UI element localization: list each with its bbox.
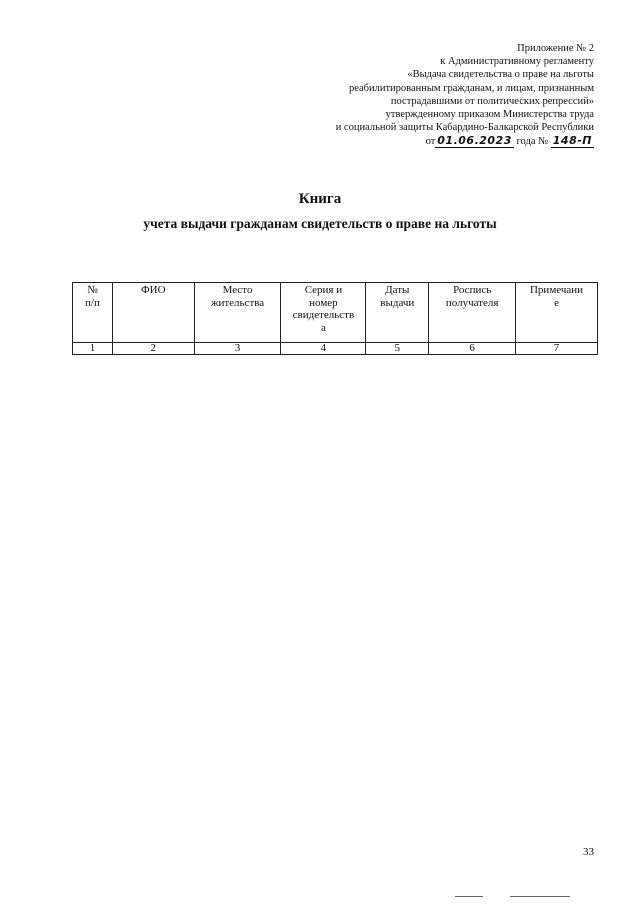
header-cell: Роспись получателя: [429, 283, 516, 343]
year-number-label: года №: [516, 136, 549, 148]
header-cell: № п/п: [73, 283, 113, 343]
column-number-cell: 1: [73, 343, 113, 355]
register-table: [72, 282, 598, 355]
header-cell: ФИО: [112, 283, 194, 343]
appendix-line: пострадавшими от политических репрессий»: [390, 95, 594, 107]
column-number-row: [73, 343, 598, 355]
header-cell: Место жительства: [194, 283, 281, 343]
appendix-header: [294, 42, 594, 149]
appendix-line: реабилитированным гражданам, и лицам, признанным: [348, 82, 594, 94]
appendix-line: и социальной защиты Кабардино-Балкарской Республики: [335, 122, 594, 134]
scan-mark: [510, 896, 570, 897]
from-prefix: от: [425, 136, 436, 148]
page-number: 33: [583, 846, 594, 858]
appendix-line: «Выдача свидетельства о праве на льготы: [407, 69, 594, 81]
header-cell: Даты выдачи: [366, 283, 429, 343]
header-cell: Серия и номер свидетельств а: [281, 283, 366, 343]
appendix-date-line: [294, 134, 594, 148]
header-cell: Примечани е: [516, 283, 598, 343]
appendix-line: к Административному регламенту: [440, 56, 594, 68]
column-number-cell: 2: [112, 343, 194, 355]
column-number-cell: 5: [366, 343, 429, 355]
column-number-cell: 6: [429, 343, 516, 355]
document-subtitle: учета выдачи гражданам свидетельств о праве на льготы: [143, 216, 497, 231]
column-number-cell: 7: [516, 343, 598, 355]
handwritten-order-number: 148-П: [552, 134, 592, 148]
handwritten-date: 01.06.2023: [437, 134, 512, 148]
column-number-cell: 3: [194, 343, 281, 355]
table-header-row: [73, 283, 598, 343]
column-number-cell: 4: [281, 343, 366, 355]
scan-mark: [455, 896, 483, 897]
appendix-line: утвержденному приказом Министерства труда: [385, 109, 594, 121]
appendix-line: Приложение № 2: [517, 43, 594, 54]
document-title: Книга: [298, 191, 342, 207]
